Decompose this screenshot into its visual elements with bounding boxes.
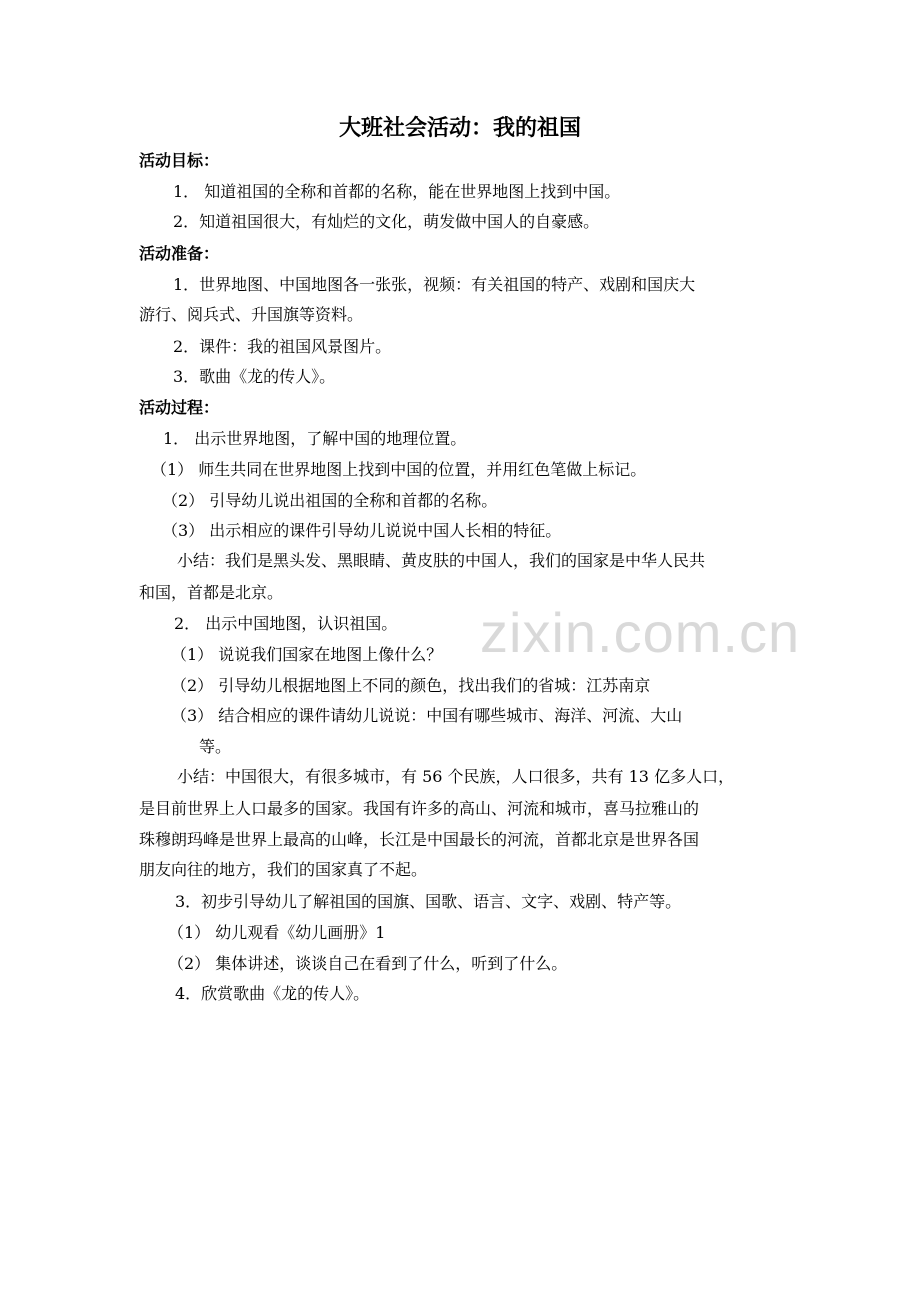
process-step-1-sub-3: （3） 出示相应的课件引导幼儿说说中国人长相的特征。: [162, 521, 562, 540]
watermark: zixin.com.cn: [480, 601, 801, 664]
goal-item-1: 1． 知道祖国的全称和首都的名称，能在世界地图上找到中国。: [173, 182, 621, 201]
section-heading-goals: 活动目标：: [139, 151, 220, 170]
process-step-3-sub-1: （1） 幼儿观看《幼儿画册》1: [168, 923, 386, 942]
process-step-2-sub-3: （3） 结合相应的课件请幼儿说说：中国有哪些城市、海洋、河流、大山: [171, 706, 683, 725]
process-step-1: 1． 出示世界地图，了解中国的地理位置。: [163, 429, 467, 448]
section-heading-process: 活动过程：: [139, 398, 220, 417]
summary-2-line-1: 小结：中国很大，有很多城市，有 56 个民族，人口很多，共有 13 亿多人口，: [177, 767, 735, 786]
process-step-3-sub-2: （2） 集体讲述，谈谈自己在看到了什么，听到了什么。: [168, 954, 568, 973]
process-step-2-sub-1: （1） 说说我们国家在地图上像什么？: [171, 645, 443, 664]
process-step-2-sub-2: （2） 引导幼儿根据地图上不同的颜色，找出我们的省城：江苏南京: [171, 676, 651, 695]
process-step-2: 2． 出示中国地图，认识祖国。: [174, 614, 398, 633]
prep-item-3: 3．歌曲《龙的传人》。: [173, 367, 336, 386]
summary-1-line-1: 小结：我们是黑头发、黑眼睛、黄皮肤的中国人，我们的国家是中华人民共: [177, 551, 706, 570]
prep-item-1-cont: 游行、阅兵式、升国旗等资料。: [139, 305, 364, 324]
goal-item-2: 2．知道祖国很大，有灿烂的文化，萌发做中国人的自豪感。: [173, 212, 600, 231]
prep-item-2: 2．课件：我的祖国风景图片。: [173, 337, 392, 356]
summary-2-line-3: 珠穆朗玛峰是世界上最高的山峰，长江是中国最长的河流，首都北京是世界各国: [139, 830, 700, 849]
document-title: 大班社会活动：我的祖国: [338, 116, 581, 141]
process-step-4: 4．欣赏歌曲《龙的传人》。: [175, 984, 370, 1003]
prep-item-1: 1．世界地图、中国地图各一张张，视频：有关祖国的特产、戏剧和国庆大: [173, 275, 696, 294]
section-heading-preparation: 活动准备：: [139, 244, 220, 263]
process-step-2-sub-3-cont: 等。: [199, 737, 232, 756]
summary-2-line-2: 是目前世界上人口最多的国家。我国有许多的高山、河流和城市，喜马拉雅山的: [139, 799, 700, 818]
process-step-1-sub-2: （2） 引导幼儿说出祖国的全称和首都的名称。: [162, 491, 498, 510]
process-step-3: 3．初步引导幼儿了解祖国的国旗、国歌、语言、文字、戏剧、特产等。: [175, 892, 682, 911]
summary-1-line-2: 和国，首都是北京。: [139, 583, 284, 602]
process-step-1-sub-1: （1） 师生共同在世界地图上找到中国的位置，并用红色笔做上标记。: [151, 460, 647, 479]
summary-2-line-4: 朋友向往的地方，我们的国家真了不起。: [139, 860, 428, 879]
